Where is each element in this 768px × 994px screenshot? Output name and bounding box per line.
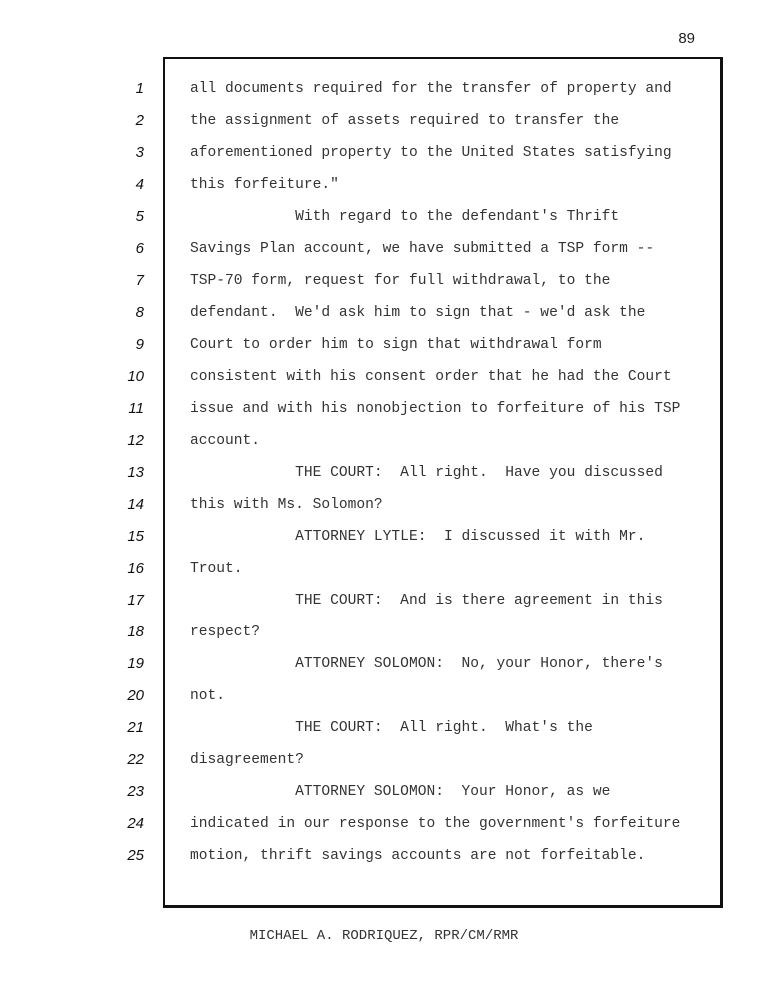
line-number: 17 (127, 592, 144, 609)
transcript-line: indicated in our response to the government's forfeiture (190, 816, 681, 832)
line-number: 20 (127, 687, 144, 704)
line-number: 3 (135, 144, 144, 161)
transcript-line: ATTORNEY LYTLE: I discussed it with Mr. (190, 529, 646, 545)
transcript-line: Savings Plan account, we have submitted a TSP form -- (190, 241, 655, 257)
line-number: 13 (127, 464, 144, 481)
transcript-line: THE COURT: All right. What's the (190, 720, 593, 736)
transcript-line: TSP-70 form, request for full withdrawal, to the (190, 273, 611, 289)
line-number: 18 (127, 623, 144, 640)
line-number: 6 (135, 240, 144, 257)
transcript-line: With regard to the defendant's Thrift (190, 209, 620, 225)
transcript-line: account. (190, 433, 261, 449)
line-number: 14 (127, 496, 144, 513)
reporter-footer: MICHAEL A. RODRIQUEZ, RPR/CM/RMR (249, 928, 519, 944)
transcript-line: disagreement? (190, 752, 304, 768)
line-number: 12 (127, 432, 144, 449)
line-number: 23 (127, 783, 144, 800)
line-number: 10 (127, 368, 144, 385)
transcript-line: defendant. We'd ask him to sign that - we'd ask the (190, 305, 646, 321)
transcript-line: ATTORNEY SOLOMON: No, your Honor, there's (190, 656, 663, 672)
line-number: 11 (128, 400, 144, 417)
transcript-line: not. (190, 688, 226, 704)
line-number: 2 (135, 112, 144, 129)
page-number: 89 (678, 30, 695, 47)
transcript-line: respect? (190, 624, 261, 640)
transcript-line: the assignment of assets required to transfer the (190, 113, 620, 129)
line-number: 22 (127, 751, 144, 768)
line-number: 24 (127, 815, 144, 832)
line-number: 16 (127, 560, 144, 577)
line-number: 4 (135, 176, 144, 193)
transcript-line: motion, thrift savings accounts are not forfeitable. (190, 848, 646, 864)
transcript-line: consistent with his consent order that he had the Court (190, 369, 672, 385)
line-number: 8 (135, 304, 144, 321)
transcript-line: issue and with his nonobjection to forfeiture of his TSP (190, 401, 681, 417)
line-number: 7 (135, 272, 144, 289)
line-number: 9 (135, 336, 144, 353)
transcript-line: this with Ms. Solomon? (190, 497, 383, 513)
transcript-line: this forfeiture." (190, 177, 339, 193)
transcript-line: all documents required for the transfer of property and (190, 81, 672, 97)
transcript-line: Court to order him to sign that withdrawal form (190, 337, 602, 353)
line-number: 21 (127, 719, 144, 736)
line-number: 1 (135, 80, 144, 97)
line-number: 15 (127, 528, 144, 545)
transcript-line: THE COURT: And is there agreement in this (190, 593, 663, 609)
line-number: 25 (127, 847, 144, 864)
line-number: 5 (135, 208, 144, 225)
line-number: 19 (127, 655, 144, 672)
transcript-line: Trout. (190, 561, 243, 577)
transcript-line: THE COURT: All right. Have you discussed (190, 465, 663, 481)
transcript-line: ATTORNEY SOLOMON: Your Honor, as we (190, 784, 611, 800)
transcript-line: aforementioned property to the United States satisfying (190, 145, 672, 161)
